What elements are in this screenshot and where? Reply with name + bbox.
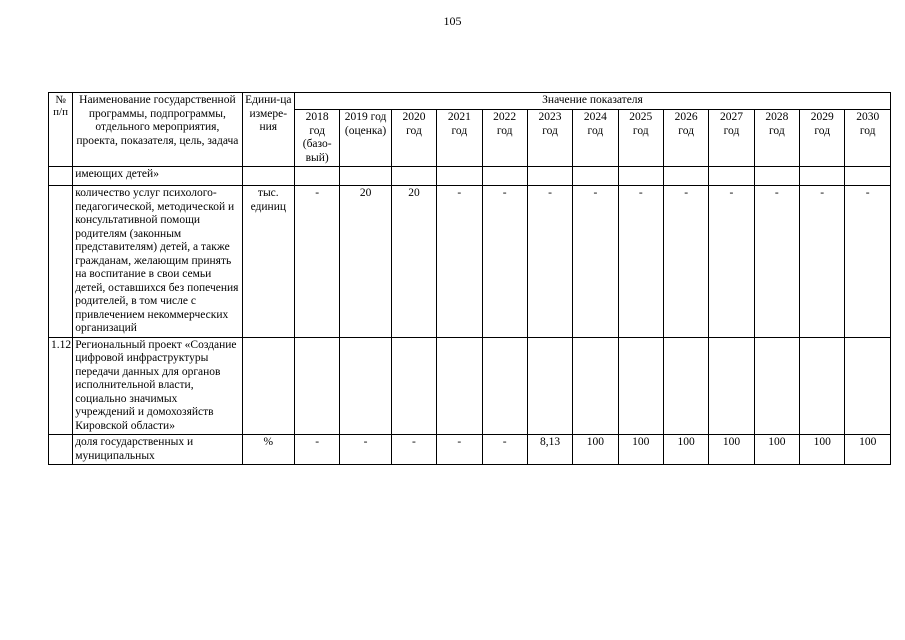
- row-value: [618, 337, 663, 435]
- row-value: 100: [709, 435, 754, 465]
- row-value: [800, 167, 845, 186]
- table-row: [49, 337, 891, 435]
- row-value: -: [437, 435, 482, 465]
- row-name: Региональный проект «Создание цифровой инфраструктуры передачи данных для органов исполнительной власти, социально значимых учреждений и домохозяйств Кировской области»: [73, 337, 242, 435]
- row-value: [527, 167, 572, 186]
- row-value: -: [482, 186, 527, 338]
- row-value: -: [527, 186, 572, 338]
- row-value: -: [845, 186, 891, 338]
- header-num: № п/п: [49, 93, 73, 167]
- header-year: 2018 год (базо-вый): [295, 110, 340, 167]
- row-value: 100: [800, 435, 845, 465]
- row-value: 100: [754, 435, 799, 465]
- header-year: 2030 год: [845, 110, 891, 167]
- row-value: [437, 167, 482, 186]
- row-value: [663, 167, 708, 186]
- header-year: 2028 год: [754, 110, 799, 167]
- row-number: [49, 186, 73, 338]
- row-value: 8,13: [527, 435, 572, 465]
- row-value: [709, 337, 754, 435]
- table-body: [49, 167, 891, 465]
- row-value: 100: [618, 435, 663, 465]
- header-name: Наименование государственной программы, подпрограммы, отдельного мероприятия, проекта, показателя, цель, задача: [73, 93, 242, 167]
- row-value: [482, 337, 527, 435]
- row-unit: тыс. единиц: [242, 186, 294, 338]
- row-value: -: [663, 186, 708, 338]
- row-value: [391, 337, 436, 435]
- row-value: [618, 167, 663, 186]
- row-value: [295, 337, 340, 435]
- row-value: 20: [340, 186, 391, 338]
- row-value: -: [618, 186, 663, 338]
- row-value: 100: [573, 435, 618, 465]
- header-year: 2019 год (оценка): [340, 110, 391, 167]
- header-year: 2025 год: [618, 110, 663, 167]
- row-value: -: [754, 186, 799, 338]
- header-unit: Едини-ца измере-ния: [242, 93, 294, 167]
- row-value: 100: [663, 435, 708, 465]
- row-value: -: [391, 435, 436, 465]
- header-year: 2023 год: [527, 110, 572, 167]
- row-unit: %: [242, 435, 294, 465]
- page-number: 105: [443, 14, 462, 28]
- indicator-table: [48, 92, 891, 465]
- row-value: [663, 337, 708, 435]
- row-value: -: [340, 435, 391, 465]
- header-year: 2021 год: [437, 110, 482, 167]
- header-year: 2029 год: [800, 110, 845, 167]
- row-unit: [242, 167, 294, 186]
- row-value: -: [573, 186, 618, 338]
- row-value: -: [482, 435, 527, 465]
- row-value: [437, 337, 482, 435]
- row-value: [340, 337, 391, 435]
- row-value: [340, 167, 391, 186]
- row-number: [49, 167, 73, 186]
- row-name: количество услуг психолого-педагогической, методической и консультативной помощи родителям (законным представителям) детей, а также гражданам, желающим принять на воспитание в свои семьи детей, оставшихся без попечения родителей, в том числе с привлечением некоммерческих организаций: [73, 186, 242, 338]
- header-values-title: Значение показателя: [295, 93, 891, 110]
- header-year: 2026 год: [663, 110, 708, 167]
- row-value: -: [295, 186, 340, 338]
- row-value: [845, 167, 891, 186]
- row-unit: [242, 337, 294, 435]
- row-value: [295, 167, 340, 186]
- row-value: [845, 337, 891, 435]
- row-value: [482, 167, 527, 186]
- header-row: [49, 93, 891, 110]
- table-row: [49, 435, 891, 465]
- row-name: доля государственных и муниципальных: [73, 435, 242, 465]
- row-value: [573, 167, 618, 186]
- row-value: -: [709, 186, 754, 338]
- row-value: [573, 337, 618, 435]
- table-row: [49, 186, 891, 338]
- row-value: [391, 167, 436, 186]
- row-value: 100: [845, 435, 891, 465]
- row-value: [527, 337, 572, 435]
- header-year: 2024 год: [573, 110, 618, 167]
- row-value: [754, 167, 799, 186]
- row-value: -: [295, 435, 340, 465]
- row-number: [49, 435, 73, 465]
- row-value: [800, 337, 845, 435]
- header-year: 2027 год: [709, 110, 754, 167]
- row-number: 1.12: [49, 337, 73, 435]
- row-value: -: [437, 186, 482, 338]
- table-row: [49, 167, 891, 186]
- row-value: [709, 167, 754, 186]
- row-name: имеющих детей»: [73, 167, 242, 186]
- row-value: 20: [391, 186, 436, 338]
- header-year: 2020 год: [391, 110, 436, 167]
- row-value: -: [800, 186, 845, 338]
- header-year: 2022 год: [482, 110, 527, 167]
- row-value: [754, 337, 799, 435]
